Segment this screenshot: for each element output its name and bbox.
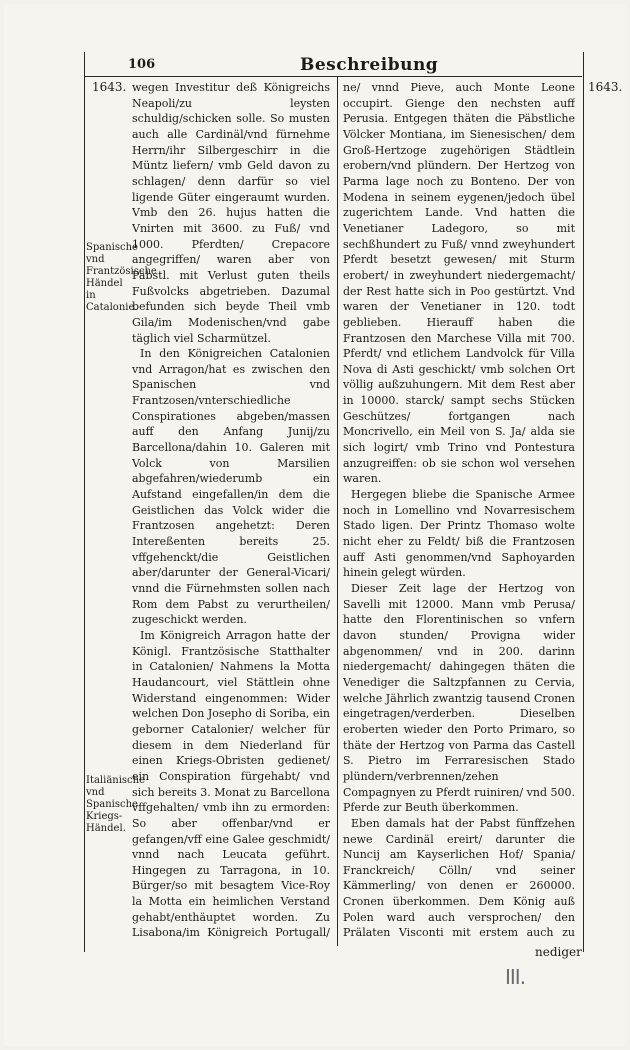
- column-divider: [337, 76, 338, 946]
- archive-mark: III.: [505, 965, 526, 989]
- header-rule: [84, 76, 582, 77]
- paragraph: wegen Investitur deß Königreichs Neapoli/zu leysten schuldig/schicken solle. So musten auch alle Cardinäl/vnd fürnehme Herrn/ihr Silbergeschirr in die Müntz liefern/ vmb Geld davon zu schlagen/ denn darfür so viel ligende Güter eingeraumt wurden. Vmb den 26. hujus hatten die Vnirten mit 3600. zu Fuß/ vnd 1000. Pferdten/ Crepacore angegriffen/ waren aber von Päbstl. mit Verlust guten theils Fußvolcks abgetrieben. Dazumal befunden sich beyde Theil vmb Gila/im Modenischen/vnd gabe täglich viel Scharmützel.: [132, 81, 330, 345]
- paragraph: ne/ vnnd Pieve, auch Monte Leone occupirt. Gienge den nechsten auff Perusia. Entgegen thäten die Päbstliche Völcker Montiana, im Sienesischen/ dem Groß-Hertzoge zugehörigen Städtlein erobern/vnd plündern. Der Hertzog von Parma lage noch zu Bonteno. Der von Modena in seinem eygenen/jedoch übel zugerichtem Lande. Vnd hatten die Venetianer Ladegoro, so mit sechßhundert zu Fuß/ vnnd zweyhundert Pferdt besetzt gewesen/ mit Sturm erobert/ in zweyhundert niedergemacht/ der Rest hatte sich in Poo gestürtzt. Vnd waren der Venetianer in 120. todt geblieben. Hierauff haben die Frantzosen den Marchese Villa mit 700. Pferdt/ vnd etlichem Landvolck für Villa Nova di Asti geschickt/ vmb solchen Ort völlig außzuhungern. Mit dem Rest aber in 10000. starck/ sampt sechs Stücken Geschützes/ fortgangen nach Moncrivello, ein Meil von S. Ja/ alda sie sich logirt/ vmb Trino vnd Pontestura anzugreiffen: ob sie schon wol versehen waren.: [343, 81, 575, 486]
- paragraph: Im Königreich Arragon hatte der Königl. Frantzösische Statthalter in Catalonien/ Nahmens la Motta Haudancourt, viel Stättlein ohne Widerstand eingenommen: Wider welchen Don Josepho di Soriba, ein geborner Catalonier/ welcher für diesem in dem Niederland für einen Kriegs-Obristen gedienet/ ein Conspiration fürgehabt/ vnd sich bereits 3. Monat zu Barcellona vffgehalten/ vmb ihn zu ermorden: So aber offenbar/vnd er gefangen/vff eine Galee geschmidt/ vnnd nach Leucata geführt. Hingegen zu Tarragona, in 10. Bürger/so mit besagtem Vice-Roy la Motta ein heimlichen Verstand gehabt/enthäuptet worden. Zu Lisabona/im Königreich Portugall/: [132, 628, 330, 940]
- year-left: 1643.: [92, 80, 127, 94]
- paragraph: Hergegen bliebe die Spanische Armee noch in Lomellino vnd Novarresischem Stado ligen. Der Printz Thomaso wolte nicht eher zu Feldt/ biß die Frantzosen auff Asti genommen/vnd Saphoyarden hinein gelegt würden.: [343, 488, 575, 580]
- catchword: nediger: [535, 945, 582, 959]
- margin-note-italy: Italiänische vnd Spanische Kriegs-Händel.: [86, 775, 146, 834]
- paragraph: Eben damals hat der Pabst fünffzehen newe Cardinäl ereirt/ darunter die Nuncij am Kayserlichen Hof/ Spania/ Franckreich/ Cölln/ vnd seiner Kämmerling/ von denen er 260000. Cronen überkommen. Dem König auß Polen ward auch versprochen/ den Prälaten Visconti mit erstem auch zu: [343, 816, 575, 940]
- paragraph: Dieser Zeit lage der Hertzog von Savelli mit 12000. Mann vmb Perusa/ hatte den Florentinischen so vnfern davon stunden/ Provigna wider abgenommen/ vnd in 200. darinn niedergemacht/ dahingegen thäten die Venediger die Saltzpfannen zu Cervia, welche Jährlich zwantzig tausend Cronen eingetragen/verderben. Dieselben eroberten wieder den Porto Primaro, so thäte der Hertzog von Parma das Castell S. Pietro im Ferraresischen Stado plündern/verbrennen/zehen Compagnyen zu Pferdt ruiniren/ vnd 500. Pferde zur Beuth überkommen.: [343, 582, 575, 815]
- page-number: 106: [128, 57, 156, 72]
- paragraph: In den Königreichen Catalonien vnd Arragon/hat es zwischen den Spanischen vnd Frantzosen/vnterschiedliche Conspirationes abgeben/massen auff den Anfang Junij/zu Barcellona/dahin 10. Galeren mit Volck von Marsilien abgefahren/wiederumb ein Aufstand eingefallen/in dem die Geistlichen das Volck wider die Frantzosen angehetzt: Deren Intereßenten bereits 25. vffgehenckt/die Geistlichen aber/darunter der General-Vicari/ vnnd die Fürnehmsten sollen nach Rom dem Pabst zu verurtheilen/ zugeschickt werden.: [132, 347, 330, 627]
- page-title: Beschreibung: [300, 55, 439, 75]
- margin-note-catalonia: Spanische vnd Frantzösische Händel in Catalonie.: [86, 242, 157, 313]
- right-column: [343, 80, 575, 940]
- left-column: [132, 80, 330, 940]
- year-right: 1643.: [588, 80, 623, 94]
